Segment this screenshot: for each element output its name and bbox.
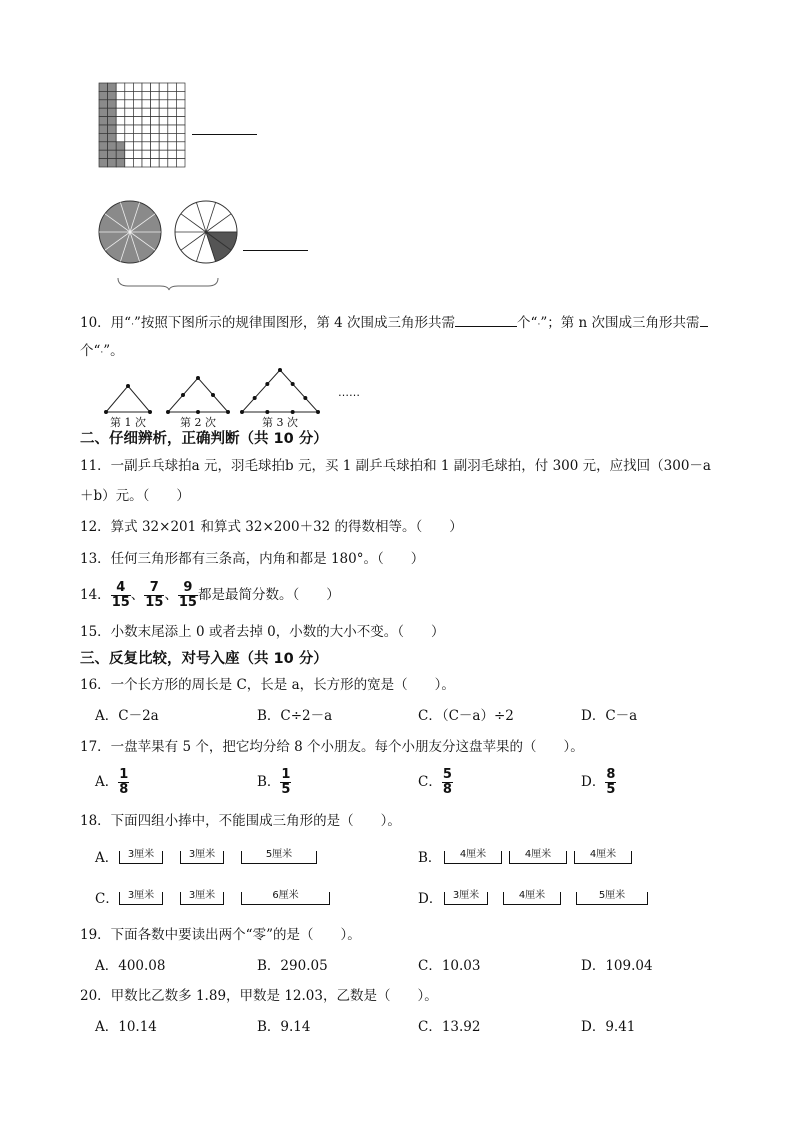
grid-cell xyxy=(168,142,177,150)
grid-cell xyxy=(99,159,108,167)
stick-a3: 5厘米 xyxy=(241,851,317,864)
grid-cell xyxy=(168,91,177,99)
pattern-dot xyxy=(196,410,200,414)
grid-cell xyxy=(116,142,125,150)
pattern-dot xyxy=(166,410,170,414)
q18-option-a[interactable]: A． xyxy=(95,850,119,866)
q18-option-b[interactable]: B． xyxy=(418,850,442,866)
triangle-2 xyxy=(168,378,228,412)
grid-cell xyxy=(168,133,177,141)
q16-option-d[interactable]: D．C－a xyxy=(581,708,638,724)
question-20: 20．甲数比乙数多 1.89，甲数是 12.03，乙数是（ ）。 xyxy=(80,988,438,1004)
q19-option-c[interactable]: C．10.03 xyxy=(418,958,481,974)
grid-cell xyxy=(159,133,168,141)
q20-option-c[interactable]: C．13.92 xyxy=(418,1019,481,1035)
grid-cell xyxy=(133,142,142,150)
grid-cell xyxy=(116,159,125,167)
grid-cell xyxy=(108,125,117,133)
pattern-dot xyxy=(253,396,257,400)
grid-cell xyxy=(151,125,160,133)
grid-cell xyxy=(176,150,185,158)
grid-cell xyxy=(99,133,108,141)
grid-cell xyxy=(159,159,168,167)
q16-option-b[interactable]: B．C÷2－a xyxy=(257,708,333,724)
grid-cell xyxy=(108,108,117,116)
grid-cell xyxy=(99,83,108,91)
grid-cell xyxy=(116,125,125,133)
grid-cell xyxy=(133,117,142,125)
pattern-dot xyxy=(148,410,152,414)
grid-cell xyxy=(151,150,160,158)
grid-cell xyxy=(168,150,177,158)
grid-cell xyxy=(108,83,117,91)
grid-cell xyxy=(151,142,160,150)
question-11-line1: 11．一副乒乓球拍a 元，羽毛球拍b 元，买 1 副乒乓球拍和 1 副羽毛球拍，付 300 元，应找回（300－a xyxy=(80,458,711,474)
grid-cell xyxy=(176,108,185,116)
q20-option-a[interactable]: A．10.14 xyxy=(95,1019,157,1035)
grid-cell xyxy=(168,117,177,125)
pattern-dot xyxy=(196,376,200,380)
grid-cell xyxy=(159,150,168,158)
pattern-dot xyxy=(291,382,295,386)
grid-cell xyxy=(176,83,185,91)
grid-cell xyxy=(125,91,134,99)
grid-cell xyxy=(142,91,151,99)
grid-cell xyxy=(142,100,151,108)
grid-cell xyxy=(151,91,160,99)
pattern-dot xyxy=(265,382,269,386)
grid-cell xyxy=(99,125,108,133)
grid-cell xyxy=(116,91,125,99)
grid-cell xyxy=(125,117,134,125)
section-3-title: 三、反复比较，对号入座（共 10 分） xyxy=(80,651,328,667)
grid-cell xyxy=(108,159,117,167)
grid-cell xyxy=(176,117,185,125)
stick-d3: 5厘米 xyxy=(576,892,648,905)
circles-answer-blank[interactable] xyxy=(243,236,308,251)
question-10-line1: 10．用“·”按照下图所示的规律围图形，第 4 次围成三角形共需 个“·”；第 n 次围成三角形共需 xyxy=(80,312,708,334)
triangle-label: 第 1 次 xyxy=(110,416,146,429)
grid-cell xyxy=(159,142,168,150)
grid-cell xyxy=(125,125,134,133)
grid-cell xyxy=(151,100,160,108)
hundred-grid-figure xyxy=(98,82,188,170)
stick-a1: 3厘米 xyxy=(119,851,163,864)
grid-cell xyxy=(159,108,168,116)
grid-cell xyxy=(125,133,134,141)
q17-option-b[interactable]: B． $\frac{1}{5}$ xyxy=(257,766,291,797)
q19-option-b[interactable]: B．290.05 xyxy=(257,958,328,974)
triangle-1 xyxy=(106,386,150,412)
grid-cell xyxy=(142,159,151,167)
pattern-dot xyxy=(316,410,320,414)
pattern-dot xyxy=(303,396,307,400)
q19-option-a[interactable]: A．400.08 xyxy=(95,958,166,974)
grid-cell xyxy=(142,125,151,133)
grid-cell xyxy=(108,150,117,158)
brace xyxy=(118,278,218,290)
grid-cell xyxy=(125,83,134,91)
grid-cell xyxy=(116,100,125,108)
triangle-3 xyxy=(242,370,318,412)
grid-cell xyxy=(125,159,134,167)
pattern-dot xyxy=(104,410,108,414)
grid-cell xyxy=(176,133,185,141)
q10-blank-2[interactable] xyxy=(700,312,708,327)
grid-cell xyxy=(133,83,142,91)
q18-option-c[interactable]: C． xyxy=(95,891,119,907)
grid-cell xyxy=(168,159,177,167)
grid-cell xyxy=(176,142,185,150)
grid-cell xyxy=(133,133,142,141)
pattern-dot xyxy=(278,368,282,372)
question-17: 17．一盘苹果有 5 个，把它均分给 8 个小朋友。每个小朋友分这盘苹果的（ ）。 xyxy=(80,739,584,755)
grid-cell xyxy=(133,108,142,116)
grid-cell xyxy=(159,100,168,108)
pattern-dot xyxy=(265,410,269,414)
grid-cell xyxy=(99,150,108,158)
q17-option-c[interactable]: C． $\frac{5}{8}$ xyxy=(418,766,452,797)
pattern-dot xyxy=(240,410,244,414)
stick-d2: 4厘米 xyxy=(503,892,561,905)
triangle-label: 第 3 次 xyxy=(262,416,298,429)
grid-cell xyxy=(133,159,142,167)
grid-cell xyxy=(151,108,160,116)
question-10-line2: 个“·”。 xyxy=(80,343,124,359)
question-16: 16．一个长方形的周长是 C，长是 a，长方形的宽是（ ）。 xyxy=(80,677,455,693)
grid-cell xyxy=(168,125,177,133)
pattern-dot xyxy=(211,393,215,397)
section-2-title: 二、仔细辨析，正确判断（共 10 分） xyxy=(80,431,328,447)
grid-cell xyxy=(108,117,117,125)
q18-option-d[interactable]: D． xyxy=(418,891,443,907)
grid-cell xyxy=(125,108,134,116)
pattern-dot xyxy=(291,410,295,414)
grid-cell xyxy=(151,83,160,91)
grid-cell xyxy=(142,150,151,158)
stick-d1: 3厘米 xyxy=(444,892,488,905)
grid-cell xyxy=(125,150,134,158)
grid-cell xyxy=(99,100,108,108)
question-19: 19．下面各数中要读出两个“零”的是（ ）。 xyxy=(80,927,361,943)
grid-cell xyxy=(176,125,185,133)
q17-option-d[interactable]: D． $\frac{8}{5}$ xyxy=(581,766,616,797)
question-15: 15．小数末尾添上 0 或者去掉 0，小数的大小不变。（ ） xyxy=(80,624,445,640)
q14-fraction-2: $\frac{7}{15}$ xyxy=(145,579,164,610)
grid-cell xyxy=(116,108,125,116)
grid-cell xyxy=(159,125,168,133)
grid-cell xyxy=(142,117,151,125)
grid-cell xyxy=(125,142,134,150)
grid-cell xyxy=(116,133,125,141)
grid-cell xyxy=(168,100,177,108)
grid-cell xyxy=(142,83,151,91)
stick-c3: 6厘米 xyxy=(241,892,330,905)
q20-option-b[interactable]: B．9.14 xyxy=(257,1019,311,1035)
grid-cell xyxy=(108,91,117,99)
q16-option-c[interactable]: C．（C－a）÷2 xyxy=(418,708,514,724)
grid-cell xyxy=(168,83,177,91)
grid-cell xyxy=(108,133,117,141)
grid-cell xyxy=(116,150,125,158)
q16-option-a[interactable]: A．C－2a xyxy=(95,708,159,724)
grid-cell xyxy=(99,108,108,116)
grid-cell xyxy=(151,133,160,141)
grid-cell xyxy=(176,100,185,108)
stick-c2: 3厘米 xyxy=(180,892,224,905)
question-12: 12．算式 32×201 和算式 32×200＋32 的得数相等。（ ） xyxy=(80,519,463,535)
stick-b1: 4厘米 xyxy=(444,851,502,864)
grid-cell xyxy=(133,125,142,133)
pattern-dot xyxy=(181,393,185,397)
grid-cell xyxy=(133,150,142,158)
stick-b2: 4厘米 xyxy=(509,851,567,864)
stick-a2: 3厘米 xyxy=(180,851,224,864)
q19-option-d[interactable]: D．109.04 xyxy=(581,958,653,974)
question-14: 14． $\frac{4}{15}$ 、 $\frac{7}{15}$ 、 $\frac{9}{15}$ 都是最简分数。（ ） xyxy=(80,579,340,610)
question-11-line2: ＋b）元。（ ） xyxy=(80,488,190,504)
grid-cell xyxy=(151,117,160,125)
circles-figure xyxy=(96,198,242,292)
grid-answer-blank[interactable] xyxy=(192,120,257,135)
grid-cell xyxy=(142,142,151,150)
q20-option-d[interactable]: D．9.41 xyxy=(581,1019,636,1035)
grid-cell xyxy=(116,83,125,91)
stick-c1: 3厘米 xyxy=(119,892,163,905)
q14-fraction-1: $\frac{4}{15}$ xyxy=(111,579,130,610)
grid-cell xyxy=(125,100,134,108)
grid-cell xyxy=(159,83,168,91)
stick-b3: 4厘米 xyxy=(574,851,632,864)
grid-cell xyxy=(176,159,185,167)
question-18: 18．下面四组小捧中，不能围成三角形的是（ ）。 xyxy=(80,813,401,829)
triangle-pattern-figure xyxy=(96,364,366,430)
ellipsis: …… xyxy=(338,386,360,399)
q17-option-a[interactable]: A． $\frac{1}{8}$ xyxy=(95,766,129,797)
grid-cell xyxy=(176,91,185,99)
q14-fraction-3: $\frac{9}{15}$ xyxy=(178,579,197,610)
grid-cell xyxy=(116,117,125,125)
pattern-dot xyxy=(126,384,130,388)
grid-cell xyxy=(142,108,151,116)
pattern-dot xyxy=(226,410,230,414)
grid-cell xyxy=(108,100,117,108)
grid-cell xyxy=(99,117,108,125)
grid-cell xyxy=(142,133,151,141)
grid-cell xyxy=(99,91,108,99)
grid-cell xyxy=(133,91,142,99)
grid-cell xyxy=(133,100,142,108)
grid-cell xyxy=(159,117,168,125)
grid-cell xyxy=(99,142,108,150)
grid-cell xyxy=(108,142,117,150)
q10-blank-1[interactable] xyxy=(455,312,517,327)
grid-cell xyxy=(151,159,160,167)
grid-cell xyxy=(159,91,168,99)
triangle-label: 第 2 次 xyxy=(180,416,216,429)
grid-cell xyxy=(168,108,177,116)
question-13: 13．任何三角形都有三条高，内角和都是 180°。（ ） xyxy=(80,551,425,567)
